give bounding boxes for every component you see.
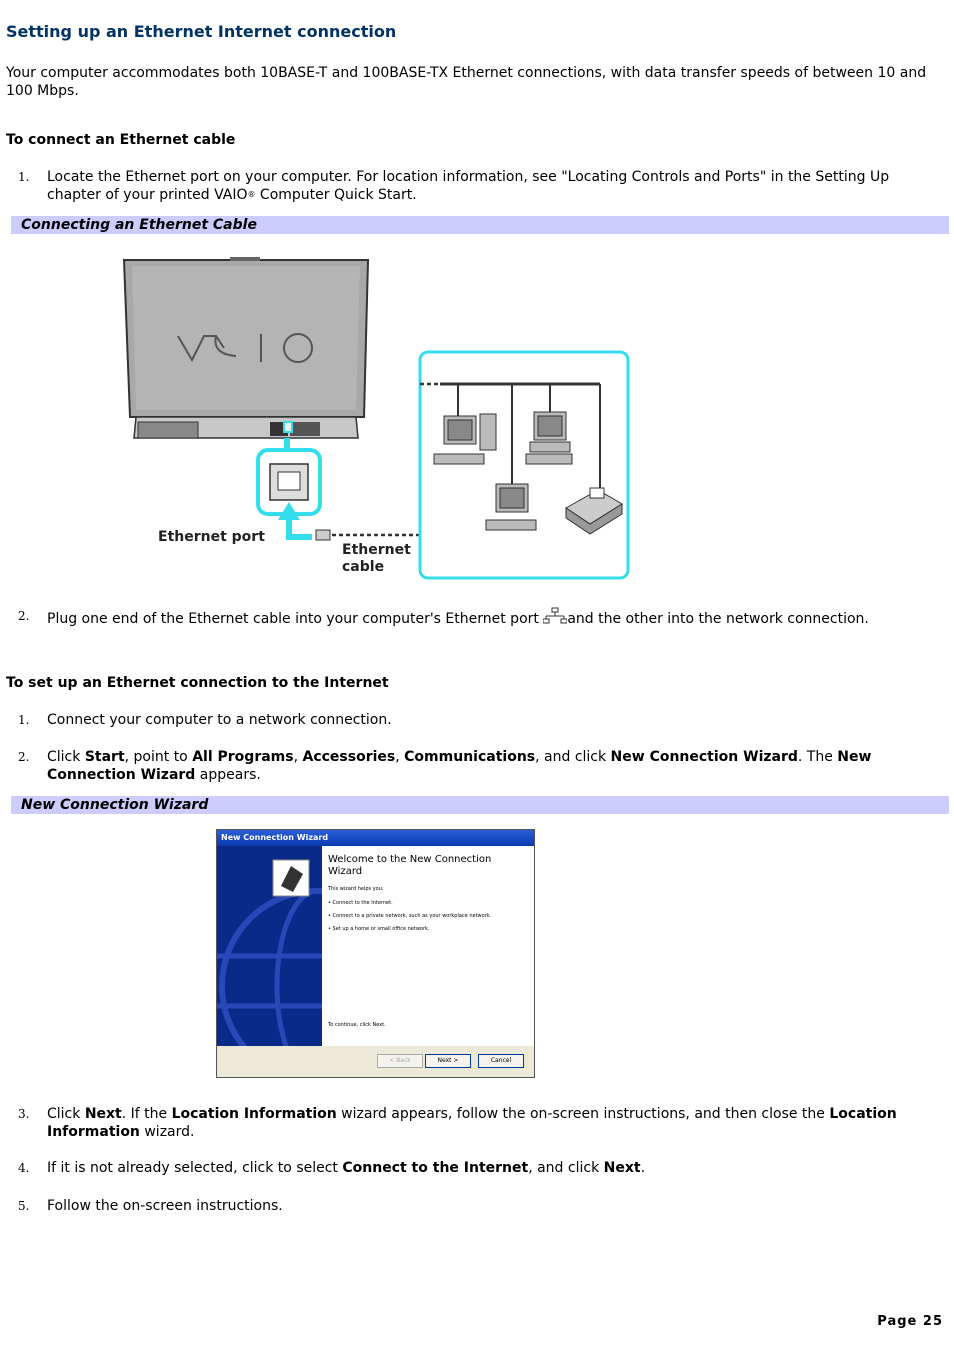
wizard-heading: Welcome to the New Connection Wizard	[328, 854, 492, 877]
step-text: Click Start, point to All Programs, Accessories, Communications, and click New Connection Wizard. The New Connection Wizard appears.	[47, 749, 872, 783]
wizard-content	[322, 846, 534, 1046]
step-number: 1.	[18, 713, 30, 727]
step-number: 1.	[18, 170, 30, 184]
figure-caption: Connecting an Ethernet Cable	[21, 217, 257, 233]
wizard-continue-text: To continue, click Next.	[328, 1022, 386, 1028]
step-text: If it is not already selected, click to select Connect to the Internet, and click Next.	[47, 1160, 646, 1176]
step-text: Plug one end of the Ethernet cable into your computer's Ethernet port and the other into the network connection.	[47, 607, 927, 628]
page-title: Setting up an Ethernet Internet connection	[6, 22, 397, 41]
wizard-bullet: • Connect to the Internet.	[328, 900, 393, 906]
figure-caption-bar	[11, 216, 949, 234]
cancel-button[interactable]: Cancel	[478, 1054, 524, 1068]
section-heading-internet-setup: To set up an Ethernet connection to the Internet	[6, 675, 389, 691]
step-text: Click Next. If the Location Information wizard appears, follow the on-screen instructions, and then close the Location Information wizard.	[47, 1106, 897, 1140]
wizard-bullet: • Set up a home or small office network.	[328, 926, 430, 932]
wizard-title-bar: New Connection Wizard	[217, 830, 534, 846]
step-number: 2.	[18, 609, 30, 623]
next-button[interactable]: Next >	[425, 1054, 471, 1068]
wizard-side-panel	[217, 846, 322, 1046]
step-number: 5.	[18, 1199, 30, 1213]
globe-graphic	[217, 846, 322, 1046]
wizard-window	[216, 829, 535, 1078]
ethernet-cable-label-line2: cable	[342, 559, 385, 575]
figure-caption: New Connection Wizard	[21, 797, 209, 813]
ethernet-port-label: Ethernet port	[158, 529, 265, 545]
step-number: 2.	[18, 750, 30, 764]
ethernet-port-icon	[543, 607, 567, 625]
ethernet-connection-illustration	[120, 252, 640, 584]
page-number: Page 25	[877, 1314, 943, 1329]
wizard-intro: This wizard helps you:	[328, 886, 384, 892]
intro-paragraph: Your computer accommodates both 10BASE-T and 100BASE-TX Ethernet connections, with data transfer speeds of between 10 and 100 Mbps.	[6, 65, 927, 99]
step-number: 3.	[18, 1107, 30, 1121]
wizard-bullet: • Connect to a private network, such as your workplace network.	[328, 913, 492, 919]
step-text: Locate the Ethernet port on your computer. For location information, see "Locating Controls and Ports" in the Setting Up chapter of your printed VAIO® Computer Quick Start.	[47, 169, 890, 203]
ethernet-cable-label-line1: Ethernet	[342, 542, 411, 558]
step-number: 4.	[18, 1161, 30, 1175]
back-button[interactable]: < Back	[377, 1054, 423, 1068]
step-text: Follow the on-screen instructions.	[47, 1198, 283, 1214]
section-heading-ethernet-cable: To connect an Ethernet cable	[6, 132, 236, 148]
figure-caption-bar	[11, 796, 949, 814]
step-text: Connect your computer to a network connection.	[47, 712, 392, 728]
